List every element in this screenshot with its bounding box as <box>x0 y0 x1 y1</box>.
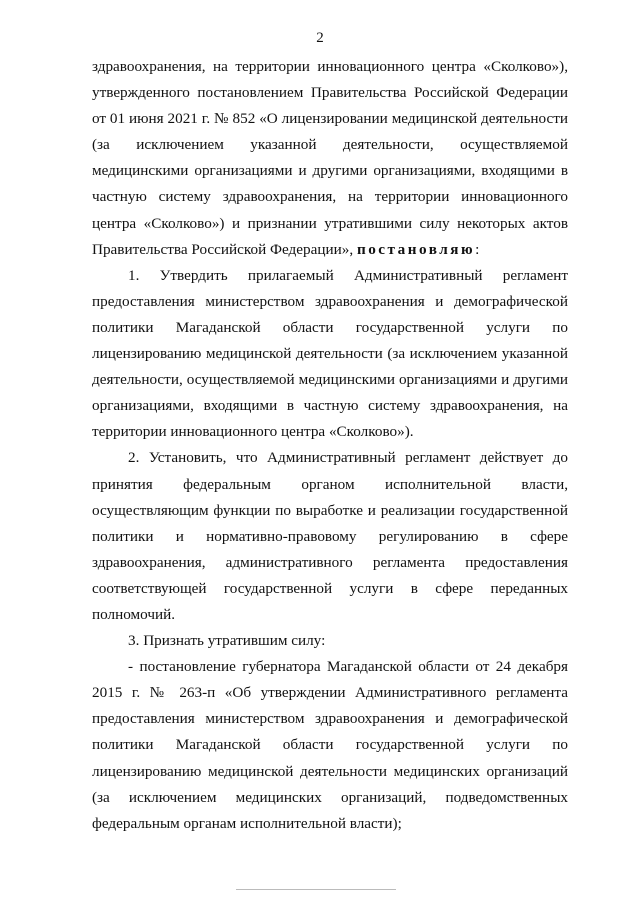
document-body <box>92 54 568 837</box>
item-2-paragraph: 2. Установить, что Административный регламент действует до принятия федеральным органом исполнительной власти, осуществляющим функции по выработке и реализации государственной политики и нормативно-правовому регулированию в сфере здравоохранения, административного регламента предоставления соответствующей государственной услуги в сфере переданных полномочий. <box>92 449 568 623</box>
item-1-paragraph: 1. Утвердить прилагаемый Административный регламент предоставления министерством здравоохранения и демографической политики Магаданской области государственной услуги по лицензированию медицинской деятельности (за исключением указанной деятельности, осуществляемой медицинскими организациями и другими организациями, входящими в частную систему здравоохранения, на территории инновационного центра «Сколково»). <box>92 266 568 441</box>
intro-paragraph <box>92 54 568 263</box>
intro-text: здравоохранения, на территории инновационного центра «Сколково»), утвержденного постановлением Правительства Российской Федерации от 01 июня 2021 г. № 852 «О лицензировании медицинской деятельности (за исключением указанной деятельности, осуществляемой медицинскими организациями и другими организациями, входящими в частную систему здравоохранения, на территории инновационного центра «Сколково») и признании утратившими силу некоторых актов Правительства Российской Федерации», <box>92 58 568 258</box>
decree-colon: : <box>475 240 480 258</box>
bottom-divider <box>236 889 396 890</box>
decree-word: постановляю <box>356 240 476 258</box>
item-3-subitem-1: - постановление губернатора Магаданской области от 24 декабря 2015 г. № 263-п «Об утверждении Административного регламента предоставления министерством здравоохранения и демографической политики Магаданской области государственной услуги по лицензированию медицинской деятельности медицинских организаций (за исключением медицинских организаций, подведомственных федеральным органам исполнительной власти); <box>92 658 568 832</box>
item-3-paragraph: 3. Признать утратившим силу: <box>128 632 326 650</box>
page-number: 2 <box>316 30 324 46</box>
